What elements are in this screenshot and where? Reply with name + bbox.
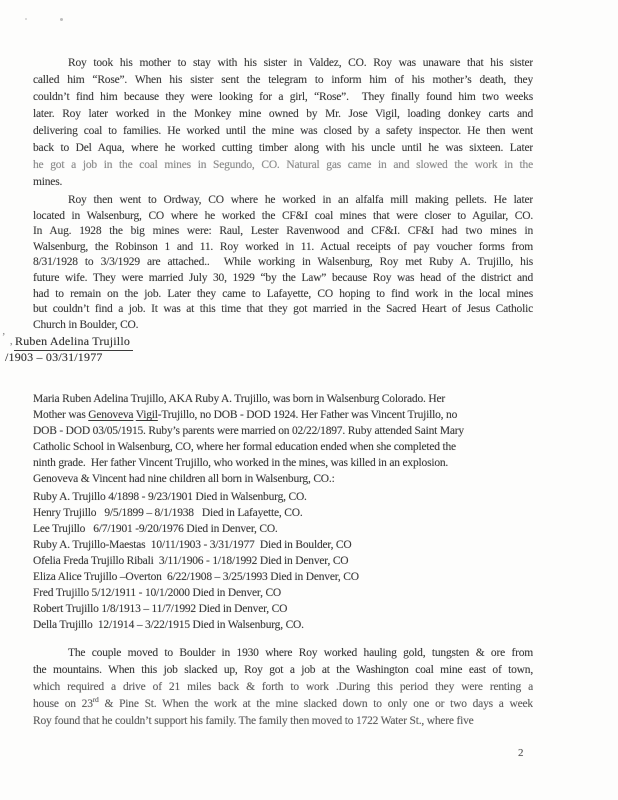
text-line: called him “Rose”. When his sister sent the telegram to inform him of his mother’s death, they <box>33 74 533 86</box>
text-line: mines. <box>33 176 63 188</box>
text-line: Walsenburg, the Robinson 1 and 11. Roy worked in 11. Actual receipts of pay voucher forms from <box>33 240 533 253</box>
text-line: DOB - DOD 03/05/1915. Ruby’s parents were married on 02/22/1897. Ruby attended Saint Mary <box>33 425 464 437</box>
text-line <box>33 696 533 713</box>
list-item: Henry Trujillo 9/5/1899 – 8/1/1938 Died in Lafayette, CO. <box>33 507 303 519</box>
page-number: 2 <box>518 747 524 759</box>
paragraph-roy-early-years <box>33 55 533 191</box>
text-line: Roy then went to Ordway, CO where he worked in an alfalfa mill making pellets. He later <box>68 194 533 206</box>
text-line <box>33 407 553 423</box>
list-item: Fred Trujillo 5/12/1911 - 10/1/2000 Died in Denver, CO <box>33 587 282 599</box>
scan-artifact-mark: , <box>10 336 13 347</box>
section-heading-title: Ruben Adelina Trujillo <box>14 334 133 351</box>
paragraph-ruby-biography <box>33 391 553 487</box>
text-line: In Aug. 1928 the big mines were: Raul, Lester Ravenwood and CF&I. CF&I had two mines in <box>33 225 533 238</box>
text-line: he got a job in the coal mines in Segundo, CO. Natural gas came in and slowed the work in the <box>33 159 533 171</box>
text-line: Genoveva & Vincent had nine children all born in Walsenburg, CO.: <box>33 473 335 485</box>
text-line: couldn’t find him because they were looking for a girl, “Rose”. They finally found him two weeks <box>33 91 533 103</box>
list-item: Ruby A. Trujillo-Maestas 10/11/1903 - 3/31/1977 Died in Boulder, CO <box>33 539 352 551</box>
scan-speck <box>60 18 63 21</box>
text-line: Roy took his mother to stay with his sister in Valdez, CO. Roy was unaware that his sister <box>68 57 533 69</box>
text-line: had to remain on the job. Later they came to Lafayette, CO hoping to find work in the local mines <box>33 287 533 300</box>
text-line: future wife. They were married July 30, 1929 “by the Law” because Roy was head of the district and <box>33 271 533 284</box>
paragraph-boulder-move <box>33 645 533 730</box>
text-run: -Trujillo, no DOB - DOD 1924. Her Father was Vincent Trujillo, no <box>157 409 458 421</box>
list-item: Ofelia Freda Trujillo Ribali 3/11/1906 - 1/18/1992 Died in Denver, CO <box>33 555 349 567</box>
list-item: Della Trujillo 12/1914 – 3/22/1915 Died in Walsenburg, CO. <box>33 619 304 631</box>
text-line: ninth grade. Her father Vincent Trujillo, who worked in the mines, was killed in an explosion. <box>33 457 449 469</box>
ordinal-superscript: rd <box>92 696 99 705</box>
text-line: Roy found that he couldn’t support his family. The family then moved to 1722 Water St., where five <box>33 715 474 727</box>
scan-artifact-mark: ’ <box>2 332 6 343</box>
text-line: but couldn’t find a job. It was at this time that they got married in the Sacred Heart of Jesus Catholic <box>33 303 533 316</box>
children-list <box>33 489 553 633</box>
text-line: The couple moved to Boulder in 1930 where Roy worked hauling gold, tungsten & ore from <box>68 647 533 659</box>
text-line: the mountains. When this job slacked up, Roy got a job at the Washington coal mine east of town, <box>33 664 533 676</box>
mother-name-underlined: Genoveva <box>88 409 134 421</box>
text-line: later. Roy later worked in the Monkey mine owned by Mr. Jose Vigil, loading donkey carts and <box>33 108 533 120</box>
text-line: 8/31/1928 to 3/3/1929 are attached.. While working in Walsenburg, Roy met Ruby A. Trujillo, his <box>33 256 533 269</box>
scan-speck <box>25 18 27 20</box>
text-line: Catholic School in Walsenburg, CO, where her formal education ended when she completed the <box>33 441 456 453</box>
list-item: Robert Trujillo 1/8/1913 – 11/7/1992 Died in Denver, CO <box>33 603 288 615</box>
list-item: Eliza Alice Trujillo –Overton 6/22/1908 – 3/25/1993 Died in Denver, CO <box>33 571 359 583</box>
text-line: which required a drive of 21 miles back & forth to work .During this period they were renting a <box>33 681 533 693</box>
list-item: Ruby A. Trujillo 4/1898 - 9/23/1901 Died in Walsenburg, CO. <box>33 491 307 503</box>
text-line: back to Del Aqua, where he worked cutting timber along with his uncle until he was sixteen. Later <box>33 142 533 154</box>
text-line: located in Walsenburg, CO where he worked the CF&I coal mines that were closer to Aguilar, CO. <box>33 209 533 222</box>
text-run: Mother was <box>33 409 89 421</box>
mother-surname-underlined: Vigil <box>135 409 158 421</box>
list-item: Lee Trujillo 6/7/1901 -9/20/1976 Died in Denver, CO. <box>33 523 278 535</box>
text-line: delivering coal to families. He worked until the mine was closed by a safety inspector. He then went <box>33 125 533 137</box>
text-line: Church in Boulder, CO. <box>33 318 139 331</box>
section-heading-dates: /1903 – 03/31/1977 <box>5 350 103 364</box>
text-line: Maria Ruben Adelina Trujillo, AKA Ruby A. Trujillo, was born in Walsenburg Colorado. Her <box>33 393 445 405</box>
text-run: & Pine St. When the work at the mine slacked down to only one or two days a week <box>98 698 533 710</box>
paragraph-walsenburg-marriage <box>33 193 533 333</box>
section-heading <box>14 334 133 351</box>
text-run: house on 23 <box>33 698 93 710</box>
